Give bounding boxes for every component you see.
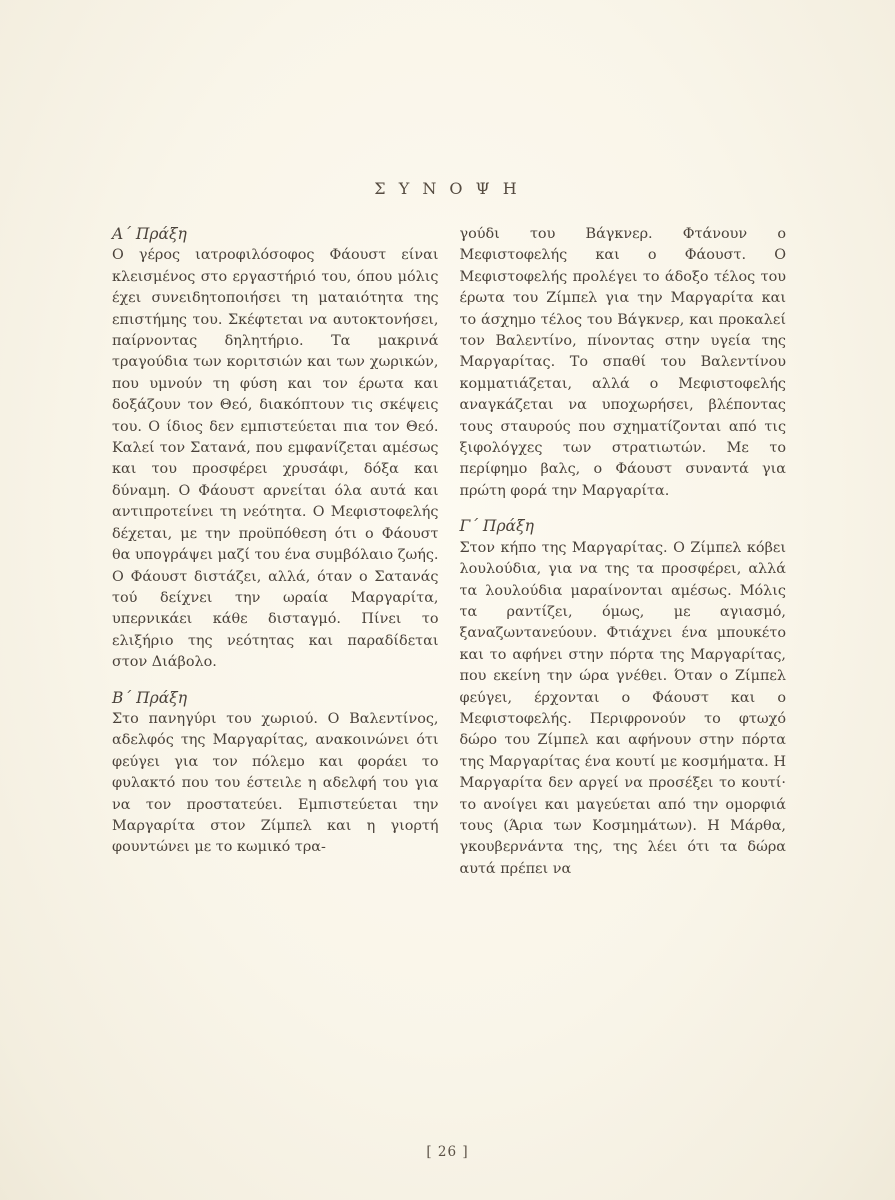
- act-2-continuation-section: [460, 224, 787, 502]
- act-1-heading: Α´ Πράξη: [112, 225, 187, 243]
- act-3-heading: Γ´ Πράξη: [459, 517, 534, 536]
- act-2-continuation-paragraph: γούδι του Βάγκνερ. Φτάνουν ο Μεφιστοφελής και ο Φάουστ. Ο Μεφιστοφελής προλέγει το άδοξο τέλος του έρωτα του Ζίμπελ για την Μαργαρίτα και το άσχημο τέλος του Βάγκνερ, και προκαλεί τον Βαλεντίνο, πίνοντας στην υγεία της Μαργαρίτας. Το σπαθί του Βαλεντίνου κομματιάζεται, αλλά ο Μεφιστοφελής αναγκάζεται να υποχωρήσει, βλέποντας τους σταυρούς που σχηματίζονται από τις ξιφολόγχες των στρατιωτών. Με το περίφημο βαλς, ο Φάουστ συναντά για πρώτη φορά την Μαργαρίτα.: [459, 226, 786, 499]
- act-section-3: [460, 516, 787, 880]
- act-2-paragraph: Στο πανηγύρι του χωριού. Ο Βαλεντίνος, αδελφός της Μαργαρίτας, ανακοινώνει ότι φεύγει για τον πόλεμο και φοράει το φυλακτό που του έστειλε η αδελφή του για να τον προστατεύει. Εμπιστεύεται την Μαργαρίτα στον Ζίμπελ και η γιορτή φουντώνει με το κωμικό τρα-: [112, 710, 439, 856]
- page-number: [ 26 ]: [426, 1144, 469, 1160]
- synopsis-columns: [112, 224, 786, 880]
- column-right: [460, 224, 787, 880]
- act-1-paragraph: Ο γέρος ιατροφιλόσοφος Φάουστ είναι κλεισμένος στο εργαστήριό του, όπου μόλις έχει συνειδητοποιήσει τη ματαιότητα της επιστήμης του. Σκέφτεται να αυτοκτονήσει, παίρνοντας δηλητήριο. Τα μακρινά τραγούδια των κοριτσιών και των χωρικών, που υμνούν τη φύση και τον έρωτα και δοξάζουν τον Θεό, διακόπτουν τις σκέψεις του. Ο ίδιος δεν εμπιστεύεται πια τον Θεό. Καλεί τον Σατανά, που εμφανίζεται αμέσως και του προσφέρει χρυσάφι, δόξα και δύναμη. Ο Φάουστ αρνείται όλα αυτά και αντιπροτείνει τη νεότητα. Ο Μεφιστοφελής δέχεται, με την προϋπόθεση ότι ο Φάουστ θα υπογράψει μαζί του ένα συμβόλαιο ζωής. Ο Φάουστ διστάζει, αλλά, όταν ο Σατανάς τού δείχνει την ωραία Μαργαρίτα, υπερνικάει κάθε δισταγμό. Πίνει το ελιξήριο της νεότητας και παραδίδεται στον Διάβολο.: [112, 247, 439, 671]
- act-section-1: [112, 224, 439, 674]
- column-left: [112, 224, 439, 880]
- act-3-paragraph: Στον κήπο της Μαργαρίτας. Ο Ζίμπελ κόβει λουλούδια, για να της τα προσφέρει, αλλά τα λουλούδια μαραίνονται αμέσως. Μόλις τα ραντίζει, όμως, με αγιασμό, ξαναζωντανεύουν. Φτιάχνει ένα μπουκέτο και το αφήνει στην πόρτα της Μαργαρίτας, που εκείνη την ώρα γνέθει. Όταν ο Ζίμπελ φεύγει, έρχονται ο Φάουστ και ο Μεφιστοφελής. Περιφρονούν το φτωχό δώρο του Ζίμπελ και αφήνουν στην πόρτα της Μαργαρίτας ένα κουτί με κοσμήματα. Η Μαργαρίτα δεν αργεί να προσέξει το κουτί· το ανοίγει και μαγεύεται από την ομορφιά τους (Άρια των Κοσμημάτων). Η Μάρθα, γκουβερνάντα της, της λέει ότι τα δώρα αυτά πρέπει να: [459, 539, 786, 877]
- page-title: Σ Υ Ν Ο Ψ Η: [374, 179, 521, 198]
- act-2-heading: Β´ Πράξη: [112, 688, 187, 707]
- act-section-2: [112, 688, 439, 859]
